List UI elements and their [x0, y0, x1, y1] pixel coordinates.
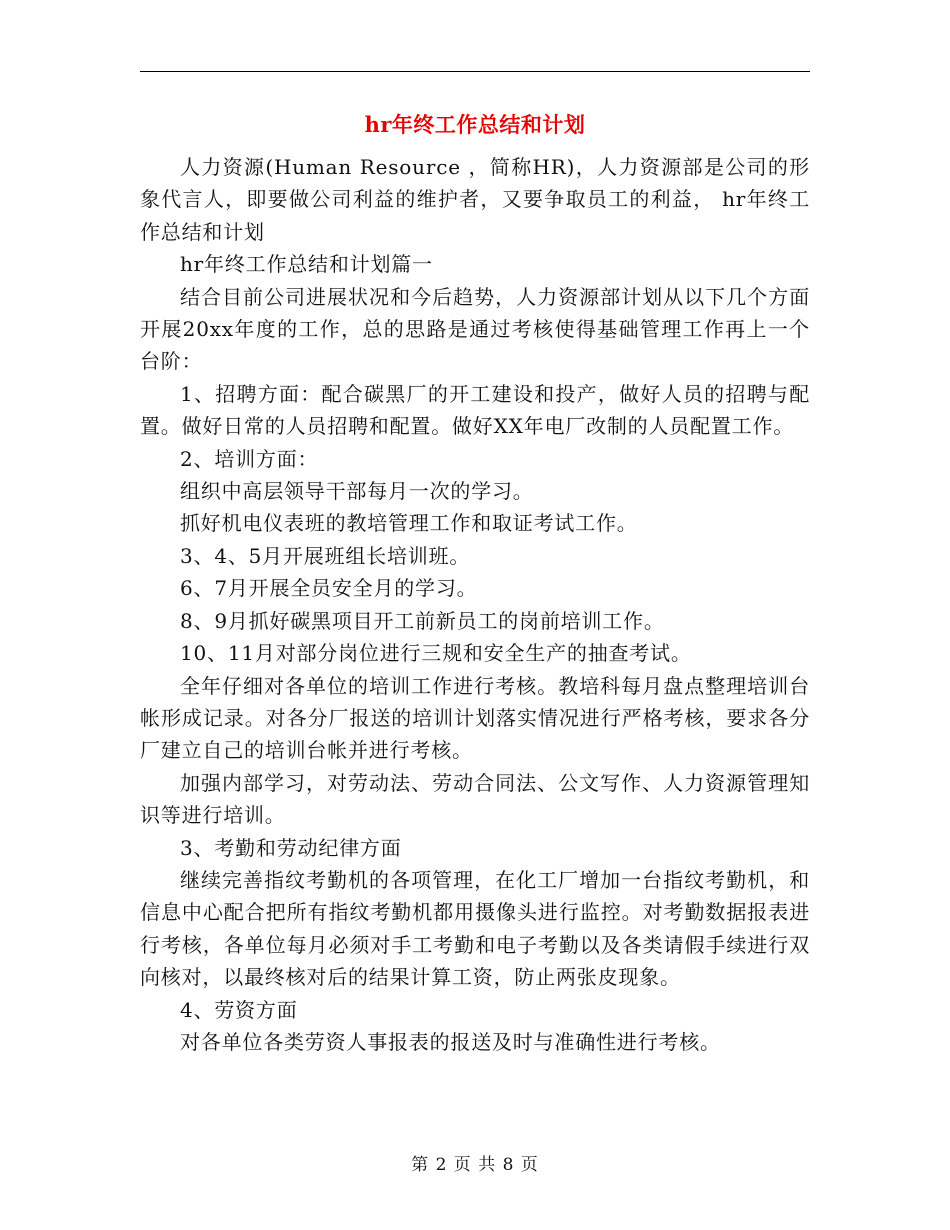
section-heading: 3、考勤和劳动纪律方面 [180, 835, 402, 860]
paragraph: 加强内部学习，对劳动法、劳动合同法、公文写作、人力资源管理知识等进行培训。 [140, 770, 810, 828]
paragraph: 10、11月对部分岗位进行三规和安全生产的抽查考试。 [180, 641, 692, 666]
header-rule [140, 71, 810, 72]
section-heading: hr年终工作总结和计划篇一 [180, 252, 433, 277]
paragraph: 6、7月开展全员安全月的学习。 [180, 576, 478, 601]
section-heading: 4、劳资方面 [180, 997, 298, 1022]
document-title: hr年终工作总结和计划 [364, 112, 586, 137]
paragraph: 全年仔细对各单位的培训工作进行考核。教培科每月盘点整理培训台帐形成记录。对各分厂报送的培训计划落实情况进行严格考核，要求各分厂建立自己的培训台帐并进行考核。 [140, 673, 810, 763]
page-number: 第 2 页 共 8 页 [411, 1155, 539, 1175]
paragraph: 人力资源(Human Resource ，简称HR)，人力资源部是公司的形象代言人，即要做公司利益的维护者，又要争取员工的利益， hr年终工作总结和计划 [140, 155, 810, 244]
paragraph: 对各单位各类劳资人事报表的报送及时与准确性进行考核。 [180, 1029, 721, 1054]
paragraph: 抓好机电仪表班的教培管理工作和取证考试工作。 [180, 511, 638, 536]
section-heading: 2、培训方面： [180, 446, 319, 471]
paragraph: 8、9月抓好碳黑项目开工前新员工的岗前培训工作。 [180, 608, 665, 633]
paragraph: 组织中高层领导干部每月一次的学习。 [180, 479, 534, 504]
paragraph: 3、4、5月开展班组长培训班。 [180, 543, 471, 568]
paragraph: 继续完善指纹考勤机的各项管理，在化工厂增加一台指纹考勤机，和信息中心配合把所有指纹考勤机都用摄像头进行监控。对考勤数据报表进行考核，各单位每月必须对手工考勤和电子考勤以及各类请假手续进行双向核对，以最终核对后的结果计算工资，防止两张皮现象。 [140, 867, 810, 990]
paragraph: 1、招聘方面：配合碳黑厂的开工建设和投产，做好人员的招聘与配置。做好日常的人员招聘和配置。做好XX年电厂改制的人员配置工作。 [140, 381, 810, 439]
paragraph: 结合目前公司进展状况和今后趋势，人力资源部计划从以下几个方面开展20xx年度的工作，总的思路是通过考核使得基础管理工作再上一个台阶： [140, 284, 810, 374]
document-body [140, 151, 810, 1058]
